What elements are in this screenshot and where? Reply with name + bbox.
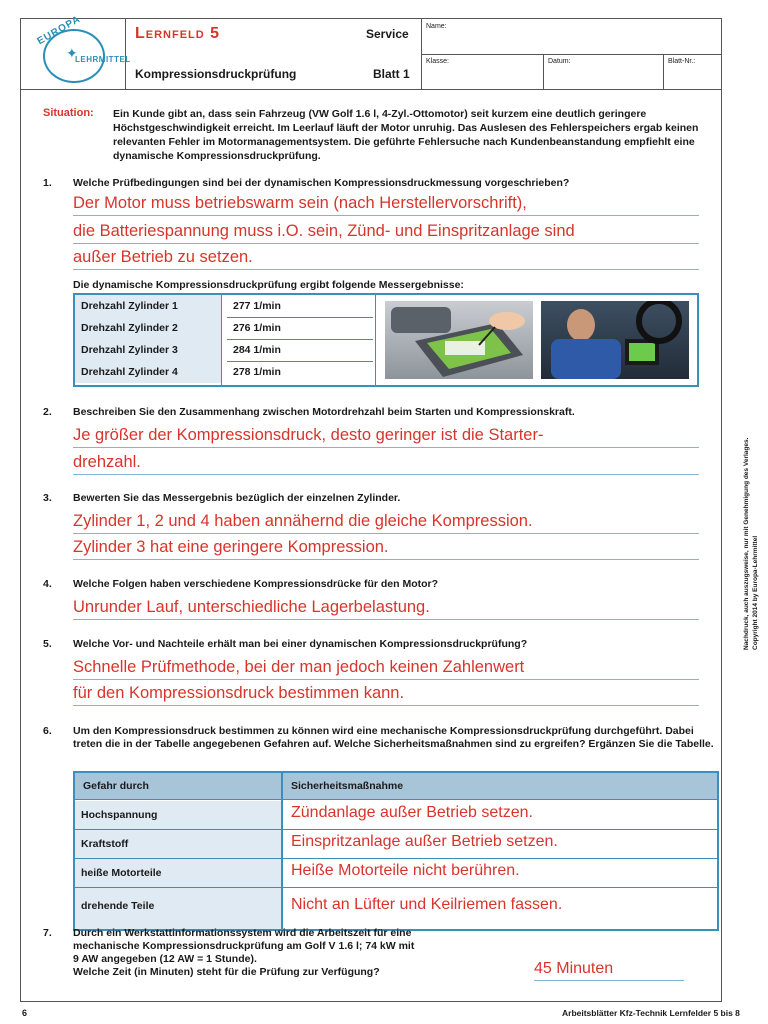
table-cell [227, 317, 373, 340]
page-number: 6 [22, 1008, 28, 1018]
table-row [75, 339, 221, 362]
logo-star-icon: ✦ [66, 45, 78, 61]
column-header-massnahme: Sicherheitsmaßnahme [291, 780, 404, 792]
blattnr-label: Blatt-Nr.: [668, 58, 696, 65]
publisher-logo [21, 13, 131, 89]
table-row [75, 361, 221, 383]
row-value: 276 1/min [233, 322, 281, 334]
question-text-7 [73, 927, 493, 979]
row-value: 277 1/min [233, 300, 281, 312]
situation-text: Ein Kunde gibt an, dass sein Fahrzeug (VW Golf 1.6 l, 4-Zyl.-Ottomotor) seit kurzem eine deutlich geringere Höchstgeschwindigkeit erreicht. Im Leerlauf läuft der Motor unruhig. Das Auslesen des Fehlerspeichers ergab keinen relevanten Fehler im Motormanagementsystem. Die geführte Fehlersuche nach Kundenbeanstandung empfiehlt eine dynamische Kompressionsdruckprüfung. [113, 108, 699, 162]
question-text-1: Welche Prüfbedingungen sind bei der dynamischen Kompressionsdruckmessung vorgeschrieben? [73, 177, 570, 189]
answer-line-2b[interactable]: drehzahl. [73, 450, 699, 475]
question-number-1: 1. [43, 177, 52, 189]
row-label: Drehzahl Zylinder 2 [81, 322, 178, 334]
answer-line-3a[interactable]: Zylinder 1, 2 und 4 haben annähernd die gleiche Kompression. [73, 509, 699, 534]
answer-line-1a[interactable]: Der Motor muss betriebswarm sein (nach Herstellervorschrift), [73, 191, 699, 216]
situation-label: Situation: [43, 107, 94, 119]
worksheet-header [21, 13, 721, 90]
table-header [75, 773, 717, 800]
table-row [75, 317, 221, 340]
lernfeld-title: Lernfeld 5 [135, 25, 221, 42]
table-cell [227, 339, 373, 362]
footer-title: Arbeitsblätter Kfz-Technik Lernfelder 5 bis 8 [562, 1008, 740, 1018]
question-number-7: 7. [43, 927, 52, 939]
logo-text-bottom: LEHRMITTEL [75, 55, 131, 64]
hazard-label: heiße Motorteile [81, 867, 162, 879]
answer-line-1b[interactable]: die Batteriespannung muss i.O. sein, Zünd- und Einspritzanlage sind [73, 219, 699, 244]
service-label: Service [366, 27, 409, 41]
answer-cell[interactable] [283, 801, 717, 830]
answer-cell[interactable] [283, 830, 717, 859]
table-row [75, 859, 281, 888]
question-7-line: Durch ein Werkstattinformationssystem wird die Arbeitszeit für eine [73, 927, 412, 939]
worksheet-page [20, 13, 722, 1002]
question-7-line: mechanische Kompressionsdruckprüfung am Golf V 1.6 l; 74 kW mit [73, 940, 415, 952]
safety-table [73, 771, 719, 931]
row-label: Drehzahl Zylinder 1 [81, 300, 178, 312]
divider [375, 295, 376, 385]
question-text-5: Welche Vor- und Nachteile erhält man bei einer dynamischen Kompressionsdruckprüfung? [73, 638, 528, 650]
question-7-line: Welche Zeit (in Minuten) steht für die Prüfung zur Verfügung? [73, 966, 380, 978]
hazard-label: Hochspannung [81, 809, 158, 821]
name-field[interactable] [422, 19, 722, 55]
safety-measure: Einspritzanlage außer Betrieb setzen. [291, 833, 558, 850]
table-row [75, 801, 281, 830]
column-header-gefahr: Gefahr durch [83, 780, 149, 792]
answer-line-3b[interactable]: Zylinder 3 hat eine geringere Kompression. [73, 535, 699, 560]
blatt-label: Blatt 1 [373, 67, 410, 81]
row-value: 278 1/min [233, 366, 281, 378]
table-cell [227, 361, 373, 383]
question-text-6: Um den Kompressionsdruck bestimmen zu können wird eine mechanische Kompressionsdruckprüfung durchgeführt. Dabei treten die in der Tabelle angegebenen Gefahren auf. Welche Sicherheitsmaßnahmen sind zu ergreifen? Ergänzen Sie die Tabelle. [73, 725, 714, 750]
logo-text-top: EUROPA [35, 13, 83, 48]
klasse-label: Klasse: [426, 58, 449, 65]
question-number-6: 6. [43, 725, 52, 737]
divider [543, 54, 544, 89]
copyright-line-2: Copyright 2014 by Europa-Lehrmittel [752, 535, 759, 650]
question-text-3: Bewerten Sie das Messergebnis bezüglich der einzelnen Zylinder. [73, 492, 401, 504]
row-label: Drehzahl Zylinder 3 [81, 344, 178, 356]
table-row [75, 295, 221, 318]
hazard-label: drehende Teile [81, 900, 155, 912]
question-7-line: 9 AW angegeben (12 AW = 1 Stunde). [73, 953, 257, 965]
divider [663, 54, 664, 89]
answer-line-7[interactable]: 45 Minuten [534, 958, 684, 981]
question-number-2: 2. [43, 406, 52, 418]
question-number-4: 4. [43, 578, 52, 590]
hazard-label: Kraftstoff [81, 838, 129, 850]
results-intro: Die dynamische Kompressionsdruckprüfung ergibt folgende Messergebnisse: [73, 279, 464, 291]
measurement-table [73, 293, 699, 387]
table-row [75, 830, 281, 859]
answer-line-5a[interactable]: Schnelle Prüfmethode, bei der man jedoch keinen Zahlenwert [73, 655, 699, 680]
copyright-line-1: Nachdruck, auch auszugsweise, nur mit Genehmigung des Verlages. [743, 437, 750, 650]
safety-measure: Zündanlage außer Betrieb setzen. [291, 804, 533, 821]
mechanic-photo [541, 301, 689, 379]
question-text-4: Welche Folgen haben verschiedene Kompressionsdrücke für den Motor? [73, 578, 439, 590]
question-number-3: 3. [43, 492, 52, 504]
row-label: Drehzahl Zylinder 4 [81, 366, 178, 378]
divider [221, 295, 222, 385]
datum-label: Datum: [548, 58, 571, 65]
answer-line-4a[interactable]: Unrunder Lauf, unterschiedliche Lagerbelastung. [73, 595, 699, 620]
divider [281, 773, 283, 929]
question-number-5: 5. [43, 638, 52, 650]
question-text-2: Beschreiben Sie den Zusammenhang zwischen Motordrehzahl beim Starten und Kompressionskraft. [73, 406, 575, 418]
name-label: Name: [426, 23, 447, 30]
answer-line-1c[interactable]: außer Betrieb zu setzen. [73, 245, 699, 270]
table-row [75, 888, 281, 929]
safety-measure: Nicht an Lüfter und Keilriemen fassen. [291, 896, 563, 913]
answer-line-5b[interactable]: für den Kompressionsdruck bestimmen kann. [73, 681, 699, 706]
answer-line-2a[interactable]: Je größer der Kompressionsdruck, desto geringer ist die Starter- [73, 423, 699, 448]
safety-measure: Heiße Motorteile nicht berühren. [291, 862, 520, 879]
answer-cell[interactable] [283, 859, 717, 888]
answer-cell[interactable] [283, 888, 717, 929]
tester-device-photo [385, 301, 533, 379]
student-info-grid [421, 19, 722, 89]
copyright-text [742, 390, 760, 650]
table-cell [227, 295, 373, 318]
row-value: 284 1/min [233, 344, 281, 356]
worksheet-subtitle: Kompressionsdruckprüfung [135, 67, 297, 81]
copyright-note [726, 390, 759, 650]
